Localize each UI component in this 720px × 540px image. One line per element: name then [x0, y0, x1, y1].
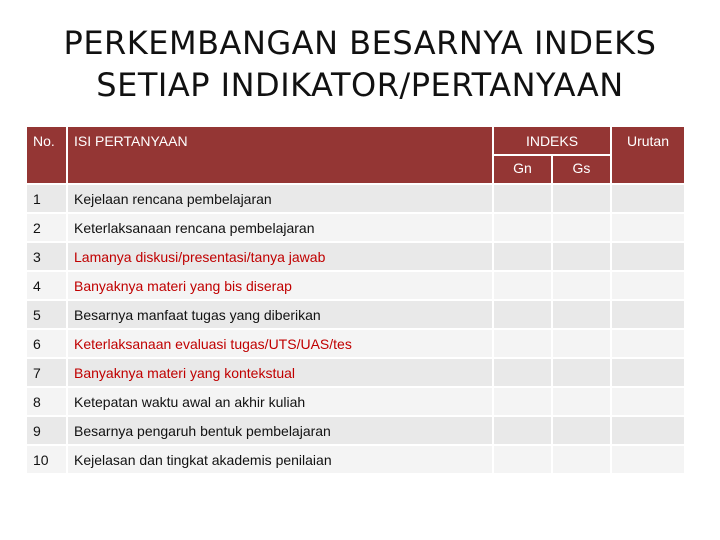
table-row [26, 242, 685, 271]
question-text: Ketepatan waktu awal an akhir kuliah [67, 387, 493, 416]
gn-cell [493, 271, 552, 300]
gs-cell [552, 358, 611, 387]
question-text: Banyaknya materi yang bis diserap [67, 271, 493, 300]
table-row [26, 358, 685, 387]
gs-cell [552, 271, 611, 300]
gn-cell [493, 184, 552, 213]
header-index: INDEKS [493, 126, 611, 155]
gn-cell [493, 242, 552, 271]
rank-cell [611, 358, 685, 387]
gs-cell [552, 300, 611, 329]
row-number: 6 [26, 329, 67, 358]
question-text: Keterlaksanaan evaluasi tugas/UTS/UAS/tes [67, 329, 493, 358]
table-row [26, 387, 685, 416]
header-gs: Gs [552, 155, 611, 184]
table-row [26, 184, 685, 213]
header-rank: Urutan [611, 126, 685, 184]
table-row [26, 445, 685, 474]
question-text: Lamanya diskusi/presentasi/tanya jawab [67, 242, 493, 271]
gn-cell [493, 387, 552, 416]
rank-cell [611, 271, 685, 300]
rank-cell [611, 242, 685, 271]
row-number: 5 [26, 300, 67, 329]
index-table [25, 125, 686, 475]
rank-cell [611, 184, 685, 213]
title-line-2: SETIAP INDIKATOR/PERTANYAAN [96, 66, 624, 104]
table-row [26, 271, 685, 300]
gs-cell [552, 213, 611, 242]
row-number: 10 [26, 445, 67, 474]
rank-cell [611, 416, 685, 445]
rank-cell [611, 213, 685, 242]
question-text: Besarnya manfaat tugas yang diberikan [67, 300, 493, 329]
gs-cell [552, 184, 611, 213]
row-number: 4 [26, 271, 67, 300]
question-text: Banyaknya materi yang kontekstual [67, 358, 493, 387]
gs-cell [552, 387, 611, 416]
question-text: Besarnya pengaruh bentuk pembelajaran [67, 416, 493, 445]
gs-cell [552, 329, 611, 358]
rank-cell [611, 387, 685, 416]
row-number: 8 [26, 387, 67, 416]
title-line-1: PERKEMBANGAN BESARNYA INDEKS [63, 24, 657, 62]
table-header [26, 126, 685, 184]
row-number: 1 [26, 184, 67, 213]
table-body [26, 184, 685, 474]
gn-cell [493, 358, 552, 387]
slide-title [0, 22, 720, 106]
gs-cell [552, 416, 611, 445]
row-number: 9 [26, 416, 67, 445]
header-question: ISI PERTANYAAN [67, 126, 493, 184]
gs-cell [552, 242, 611, 271]
question-text: Kejelasan dan tingkat akademis penilaian [67, 445, 493, 474]
rank-cell [611, 445, 685, 474]
table-row [26, 416, 685, 445]
header-gn: Gn [493, 155, 552, 184]
header-no: No. [26, 126, 67, 184]
table-row [26, 213, 685, 242]
row-number: 2 [26, 213, 67, 242]
gn-cell [493, 329, 552, 358]
table-row [26, 329, 685, 358]
question-text: Kejelaan rencana pembelajaran [67, 184, 493, 213]
rank-cell [611, 329, 685, 358]
row-number: 3 [26, 242, 67, 271]
gn-cell [493, 416, 552, 445]
row-number: 7 [26, 358, 67, 387]
rank-cell [611, 300, 685, 329]
gn-cell [493, 445, 552, 474]
question-text: Keterlaksanaan rencana pembelajaran [67, 213, 493, 242]
gn-cell [493, 213, 552, 242]
gn-cell [493, 300, 552, 329]
table-row [26, 300, 685, 329]
gs-cell [552, 445, 611, 474]
